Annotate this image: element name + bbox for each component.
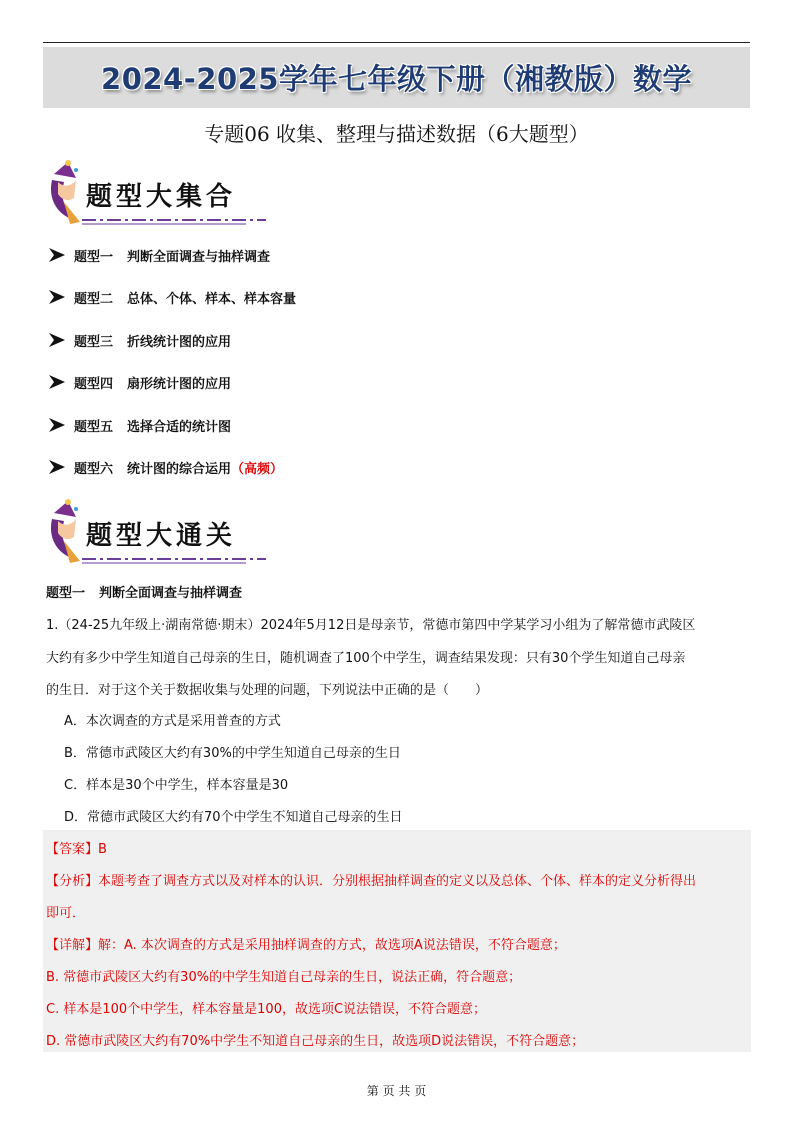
question-text-line: 1.（24-25九年级上·湖南常德·期末）2024年5月12日是母亲节，常德市第四中学某学习小组为了解常德市武陵区 — [46, 618, 696, 633]
arrow-bullet-icon — [48, 332, 66, 348]
toc-label: 题型六 — [74, 461, 114, 477]
toc-name: 选择合适的统计图 — [127, 419, 232, 435]
toc-label: 题型三 — [74, 334, 114, 350]
top-rule — [43, 42, 750, 43]
section-title-collection: 题型大集合 — [86, 182, 237, 212]
question-type-heading — [46, 582, 242, 601]
arrow-bullet-icon — [48, 417, 66, 433]
detail-line: D. 常德市武陵区大约有70%中学生不知道自己母亲的生日，故选项D说法错误，不符合题意； — [46, 1034, 585, 1049]
toc-item[interactable] — [48, 328, 231, 352]
toc-item[interactable] — [48, 285, 296, 309]
title-banner — [43, 47, 750, 108]
toc-item[interactable] — [48, 455, 283, 479]
toc-name: 折线统计图的应用 — [127, 334, 232, 350]
option-a[interactable]: A．本次调查的方式是采用普查的方式 — [64, 714, 281, 729]
toc-name: 判断全面调查与抽样调查 — [127, 249, 271, 265]
arrow-bullet-icon — [48, 247, 66, 263]
analysis-line: 即可． — [46, 906, 86, 921]
option-d[interactable]: D．常德市武陵区大约有70个中学生不知道自己母亲的生日 — [64, 810, 403, 825]
page-subtitle: 专题06 收集、整理与描述数据（6大题型） — [204, 122, 589, 146]
answer-line: 【答案】B — [46, 842, 107, 857]
arrow-bullet-icon — [48, 374, 66, 390]
page-footer: 第 页 共 页 — [366, 1084, 427, 1098]
question-text-line: 大约有多少中学生知道自己母亲的生日，随机调查了100个中学生，调查结果发现：只有30个学生知道自己母亲 — [46, 651, 686, 666]
section-header-collection — [46, 158, 276, 230]
section-header-pass — [46, 497, 276, 569]
arrow-bullet-icon — [48, 289, 66, 305]
detail-line: 【详解】解：A. 本次调查的方式是采用抽样调查的方式，故选项A说法错误，不符合题意； — [46, 938, 566, 953]
toc-label: 题型二 — [74, 291, 114, 307]
toc-label: 题型四 — [74, 376, 114, 392]
banner-title: 2024-2025学年七年级下册（湘教版）数学 — [101, 62, 692, 96]
toc-item[interactable] — [48, 243, 270, 267]
hot-tag: （高频） — [231, 461, 284, 477]
option-b[interactable]: B．常德市武陵区大约有30%的中学生知道自己母亲的生日 — [64, 746, 401, 761]
toc-name: 统计图的综合运用 — [127, 461, 232, 477]
section-title-pass: 题型大通关 — [86, 521, 237, 551]
question-type-name: 判断全面调查与抽样调查 — [99, 586, 243, 601]
detail-line: B. 常德市武陵区大约有30%的中学生知道自己母亲的生日，说法正确，符合题意； — [46, 970, 522, 985]
toc-item[interactable] — [48, 413, 231, 437]
toc-name: 扇形统计图的应用 — [127, 376, 232, 392]
toc-label: 题型一 — [74, 249, 114, 265]
toc-label: 题型五 — [74, 419, 114, 435]
toc-item[interactable] — [48, 370, 231, 394]
question-type-label: 题型一 — [46, 586, 86, 601]
analysis-line: 【分析】本题考查了调查方式以及对样本的认识．分别根据抽样调查的定义以及总体、个体、样本的定义分析得出 — [46, 874, 697, 889]
option-c[interactable]: C．样本是30个中学生，样本容量是30 — [64, 778, 289, 793]
detail-line: C. 样本是100个中学生，样本容量是100，故选项C说法错误，不符合题意； — [46, 1002, 487, 1017]
toc-name: 总体、个体、样本、样本容量 — [127, 291, 297, 307]
question-text-line: 的生日．对于这个关于数据收集与处理的问题，下列说法中正确的是（ ） — [46, 683, 489, 698]
arrow-bullet-icon — [48, 459, 66, 475]
